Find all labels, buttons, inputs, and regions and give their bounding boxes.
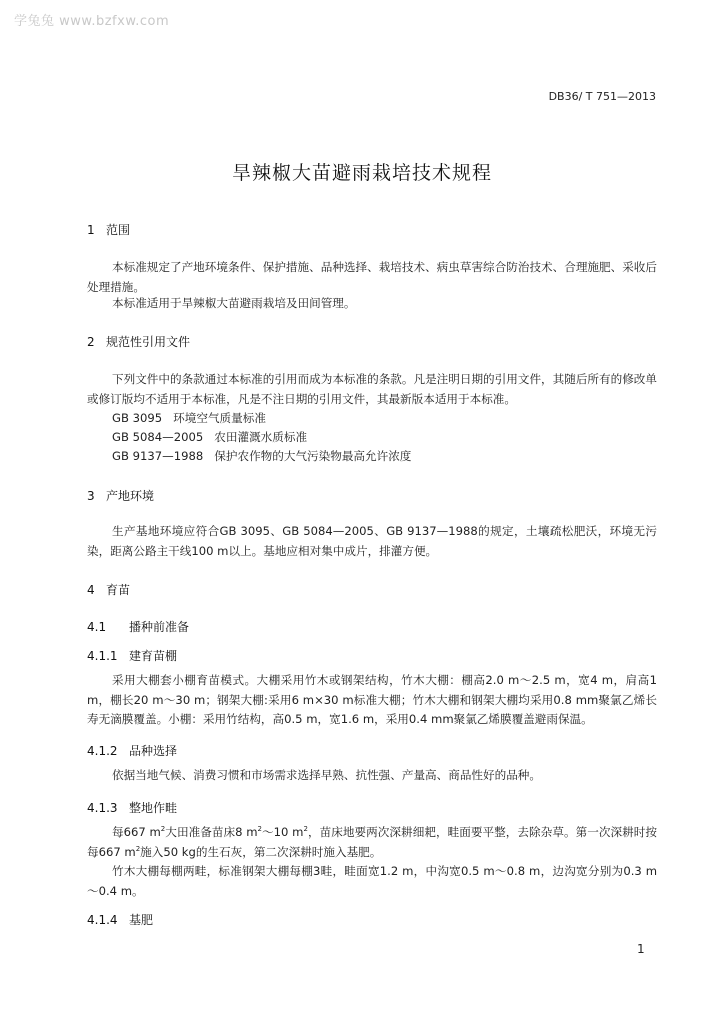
section-number: 4 [87, 583, 95, 597]
section-number: 1 [87, 223, 95, 237]
paragraph: 下列文件中的条款通过本标准的引用而成为本标准的条款。凡是注明日期的引用文件，其随后所有的修改单或修订版均不适用于本标准，凡是不注日期的引用文件，其最新版本适用于本标准。 [87, 372, 657, 406]
section-number: 3 [87, 489, 95, 503]
section-title: 产地环境 [106, 489, 155, 503]
paragraph: 本标准规定了产地环境条件、保护措施、品种选择、栽培技术、病虫草害综合防治技术、合理施肥、采收后处理措施。 [87, 260, 657, 294]
section-number: 4.1.1 [87, 649, 118, 663]
subsection-4-1-1-heading [87, 647, 177, 664]
paragraph [87, 823, 657, 862]
section-title: 基肥 [129, 913, 154, 927]
section-title: 育苗 [106, 583, 131, 597]
superscript: 2 [160, 825, 166, 834]
superscript: 2 [257, 825, 262, 834]
superscript: 2 [303, 825, 308, 834]
section-1-heading [87, 221, 130, 238]
paragraph: 生产基地环境应符合GB 3095、GB 5084—2005、GB 9137—1988的规定，土壤疏松肥沃，环境无污染，距离公路主干线100 m以上。基地应相对集中成片，排灌方便。 [87, 524, 657, 558]
section-number: 4.1 [87, 620, 107, 634]
section-title: 范围 [106, 223, 131, 237]
reference-item: GB 9137—1988 保护农作物的大气污染物最高允许浓度 [112, 449, 412, 463]
section-2-heading [87, 333, 190, 350]
paragraph: 依据当地气候、消费习惯和市场需求选择早熟、抗性强、产量高、商品性好的品种。 [112, 768, 541, 782]
reference-item: GB 5084—2005 农田灌溉水质标准 [112, 430, 308, 444]
text-run: 大田准备苗床8 m [165, 825, 258, 839]
section-title: 整地作畦 [129, 801, 178, 815]
paragraph: 本标准适用于旱辣椒大苗避雨栽培及田间管理。 [112, 296, 356, 310]
section-number: 4.1.3 [87, 801, 118, 815]
page-number: 1 [637, 942, 645, 956]
section-title: 播种前准备 [129, 620, 190, 634]
watermark: 学兔兔 www.bzfxw.com [14, 14, 170, 29]
section-number: 4.1.2 [87, 744, 118, 758]
section-number: 4.1.4 [87, 913, 118, 927]
reference-item: GB 3095 环境空气质量标准 [112, 411, 266, 425]
section-title: 建育苗棚 [129, 649, 178, 663]
section-title: 规范性引用文件 [106, 335, 191, 349]
subsection-4-1-3-heading [87, 799, 177, 816]
section-title: 品种选择 [129, 744, 178, 758]
text-run: 每667 m [112, 825, 161, 839]
text-run: ～10 m [262, 825, 304, 839]
section-4-heading [87, 581, 130, 598]
document-number: DB36/ T 751—2013 [548, 90, 656, 103]
superscript: 2 [135, 844, 141, 853]
paragraph: 采用大棚套小棚育苗模式。大棚采用竹木或钢架结构，竹木大棚：棚高2.0 m～2.5 m，宽4 m，肩高1 m，棚长20 m～30 m；钢架大棚:采用6 m×30 m标准大棚；竹木大棚和钢架大棚均采用0.8 mm聚氯乙烯长寿无滴膜覆盖。小棚：采用竹结构，高0.5 m，宽1.6 m，采用0.4 mm聚氯乙烯膜覆盖避雨保温。 [87, 673, 657, 726]
subsection-4-1-2-heading [87, 742, 177, 759]
text-run: 施入50 kg的生石灰，第二次深耕时施入基肥。 [140, 844, 382, 859]
section-number: 2 [87, 335, 95, 349]
paragraph: 竹木大棚每棚两畦，标准钢架大棚每棚3畦，畦面宽1.2 m，中沟宽0.5 m～0.8 m，边沟宽分别为0.3 m～0.4 m。 [87, 864, 657, 898]
subsection-4-1-4-heading [87, 911, 153, 928]
subsection-4-1-heading [87, 618, 189, 635]
text-run: ，苗床地要两次深耕细耙，畦面要平整，去除杂草。第一次深耕时按每667 m [87, 825, 658, 859]
section-3-heading [87, 487, 154, 504]
document-title: 旱辣椒大苗避雨栽培技术规程 [231, 162, 492, 184]
